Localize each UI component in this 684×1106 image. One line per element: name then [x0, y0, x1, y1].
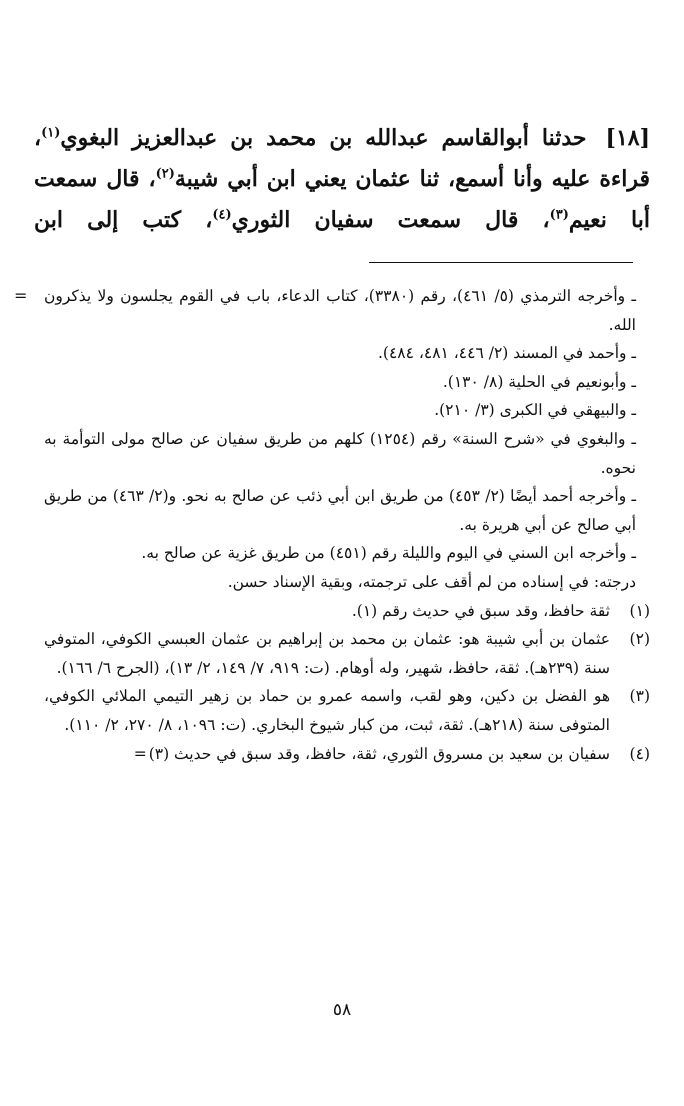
continuation-mark: =	[133, 744, 147, 763]
footnote-number: (٤)	[629, 744, 650, 763]
footnote-text: سفيان بن سعيد بن مسروق الثوري، ثقة، حافظ، وقد سبق في حديث (٣)	[148, 744, 610, 763]
hadith-punct: ،	[34, 125, 42, 151]
hadith-number: [١٨]	[605, 125, 650, 151]
footnote-text: ثقة حافظ، وقد سبق في حديث رقم (١).	[351, 601, 610, 620]
footnote-text: عثمان بن أبي شيبة هو: عثمان بن محمد بن إبراهيم بن عثمان العبسي الكوفي، المتوفي سنة (٢٣٩هـ). ثقة، حافظ، شهير، وله أوهام. (ت: ٩١٩، ٧/ ١٤٩، ٢/ ١٣)، (الجرح ٦/ ١٦٦).	[44, 630, 610, 677]
footnote-ref-4: (٤)	[212, 207, 232, 223]
note-text: ـ وأخرجه الترمذي (٥/ ٤٦١)، رقم (٣٣٨٠)، كتاب الدعاء، باب في القوم يجلسون ولا يذكرون الله.	[44, 287, 636, 334]
page-number: ٥٨	[332, 1000, 352, 1020]
note-item	[44, 396, 650, 425]
footnote-number: (٢)	[629, 630, 650, 649]
footnote-separator	[369, 262, 633, 263]
hadith-text	[34, 118, 650, 241]
continuation-mark: =	[14, 286, 28, 305]
footnote-text: هو الفضل بن دكين، وهو لقب، واسمه عمرو بن حماد بن زهير التيمي الملائي الكوفي، المتوفى سنة (٢١٨هـ). ثقة، ثبت، من كبار شيوخ البخاري. (ت: ١٠٩٦، ٨/ ٢٧٠، ٢/ ١١٠).	[44, 687, 610, 734]
note-item	[14, 282, 650, 339]
hadith-line-3-tail: ، كتب إلى ابن	[34, 207, 213, 233]
note-item	[44, 339, 650, 368]
hadith-line-1: حدثنا أبوالقاسم عبدالله بن محمد بن عبدالعزيز البغوي	[60, 125, 587, 151]
note-text: ـ والبيهقي في الكبرى (٣/ ٢١٠).	[434, 401, 636, 420]
footnote-ref-2: (٢)	[155, 166, 175, 182]
footnote-2	[44, 625, 650, 682]
footnotes-area	[14, 282, 650, 768]
grade-line	[44, 568, 650, 597]
hadith-line-3: سمعت أبا نعيم	[34, 166, 650, 233]
hadith-punct: ، قال	[106, 166, 156, 192]
footnote-1	[44, 597, 650, 626]
hadith-line-3-mid: ، قال سمعت سفيان الثوري	[231, 207, 550, 233]
footnote-3	[44, 682, 650, 739]
note-text: ـ وأبونعيم في الحلية (٨/ ١٣٠).	[442, 372, 636, 391]
hadith-line-2: قراءة عليه وأنا أسمع، ثنا عثمان يعني ابن أبي شيبة	[174, 166, 650, 192]
note-item	[44, 482, 650, 539]
footnote-number: (١)	[629, 601, 650, 620]
footnote-number: (٣)	[629, 687, 650, 706]
footnote-ref-1: (١)	[41, 125, 61, 141]
note-text: ـ وأحمد في المسند (٢/ ٤٤٦، ٤٨١، ٤٨٤).	[377, 344, 636, 363]
grade-text: درجته: في إسناده من لم أقف على ترجمته، وبقية الإسناد حسن.	[227, 572, 636, 591]
note-text: ـ وأخرجه ابن السني في اليوم والليلة رقم (٤٥١) من طريق غزية عن صالح به.	[141, 544, 636, 563]
footnote-ref-3: (٣)	[549, 207, 569, 223]
footnote-4	[44, 740, 650, 769]
note-text: ـ وأخرجه أحمد أيضًا (٢/ ٤٥٣) من طريق ابن أبي ذئب عن صالح به نحو. و(٢/ ٤٦٣) من طريق أبي صالح عن أبي هريرة به.	[44, 487, 636, 534]
note-text: ـ والبغوي في «شرح السنة» رقم (١٢٥٤) كلهم من طريق سفيان عن صالح مولى التوأمة به نحوه.	[44, 429, 636, 477]
note-item	[44, 368, 650, 397]
note-item	[44, 539, 650, 568]
note-item	[44, 425, 650, 482]
